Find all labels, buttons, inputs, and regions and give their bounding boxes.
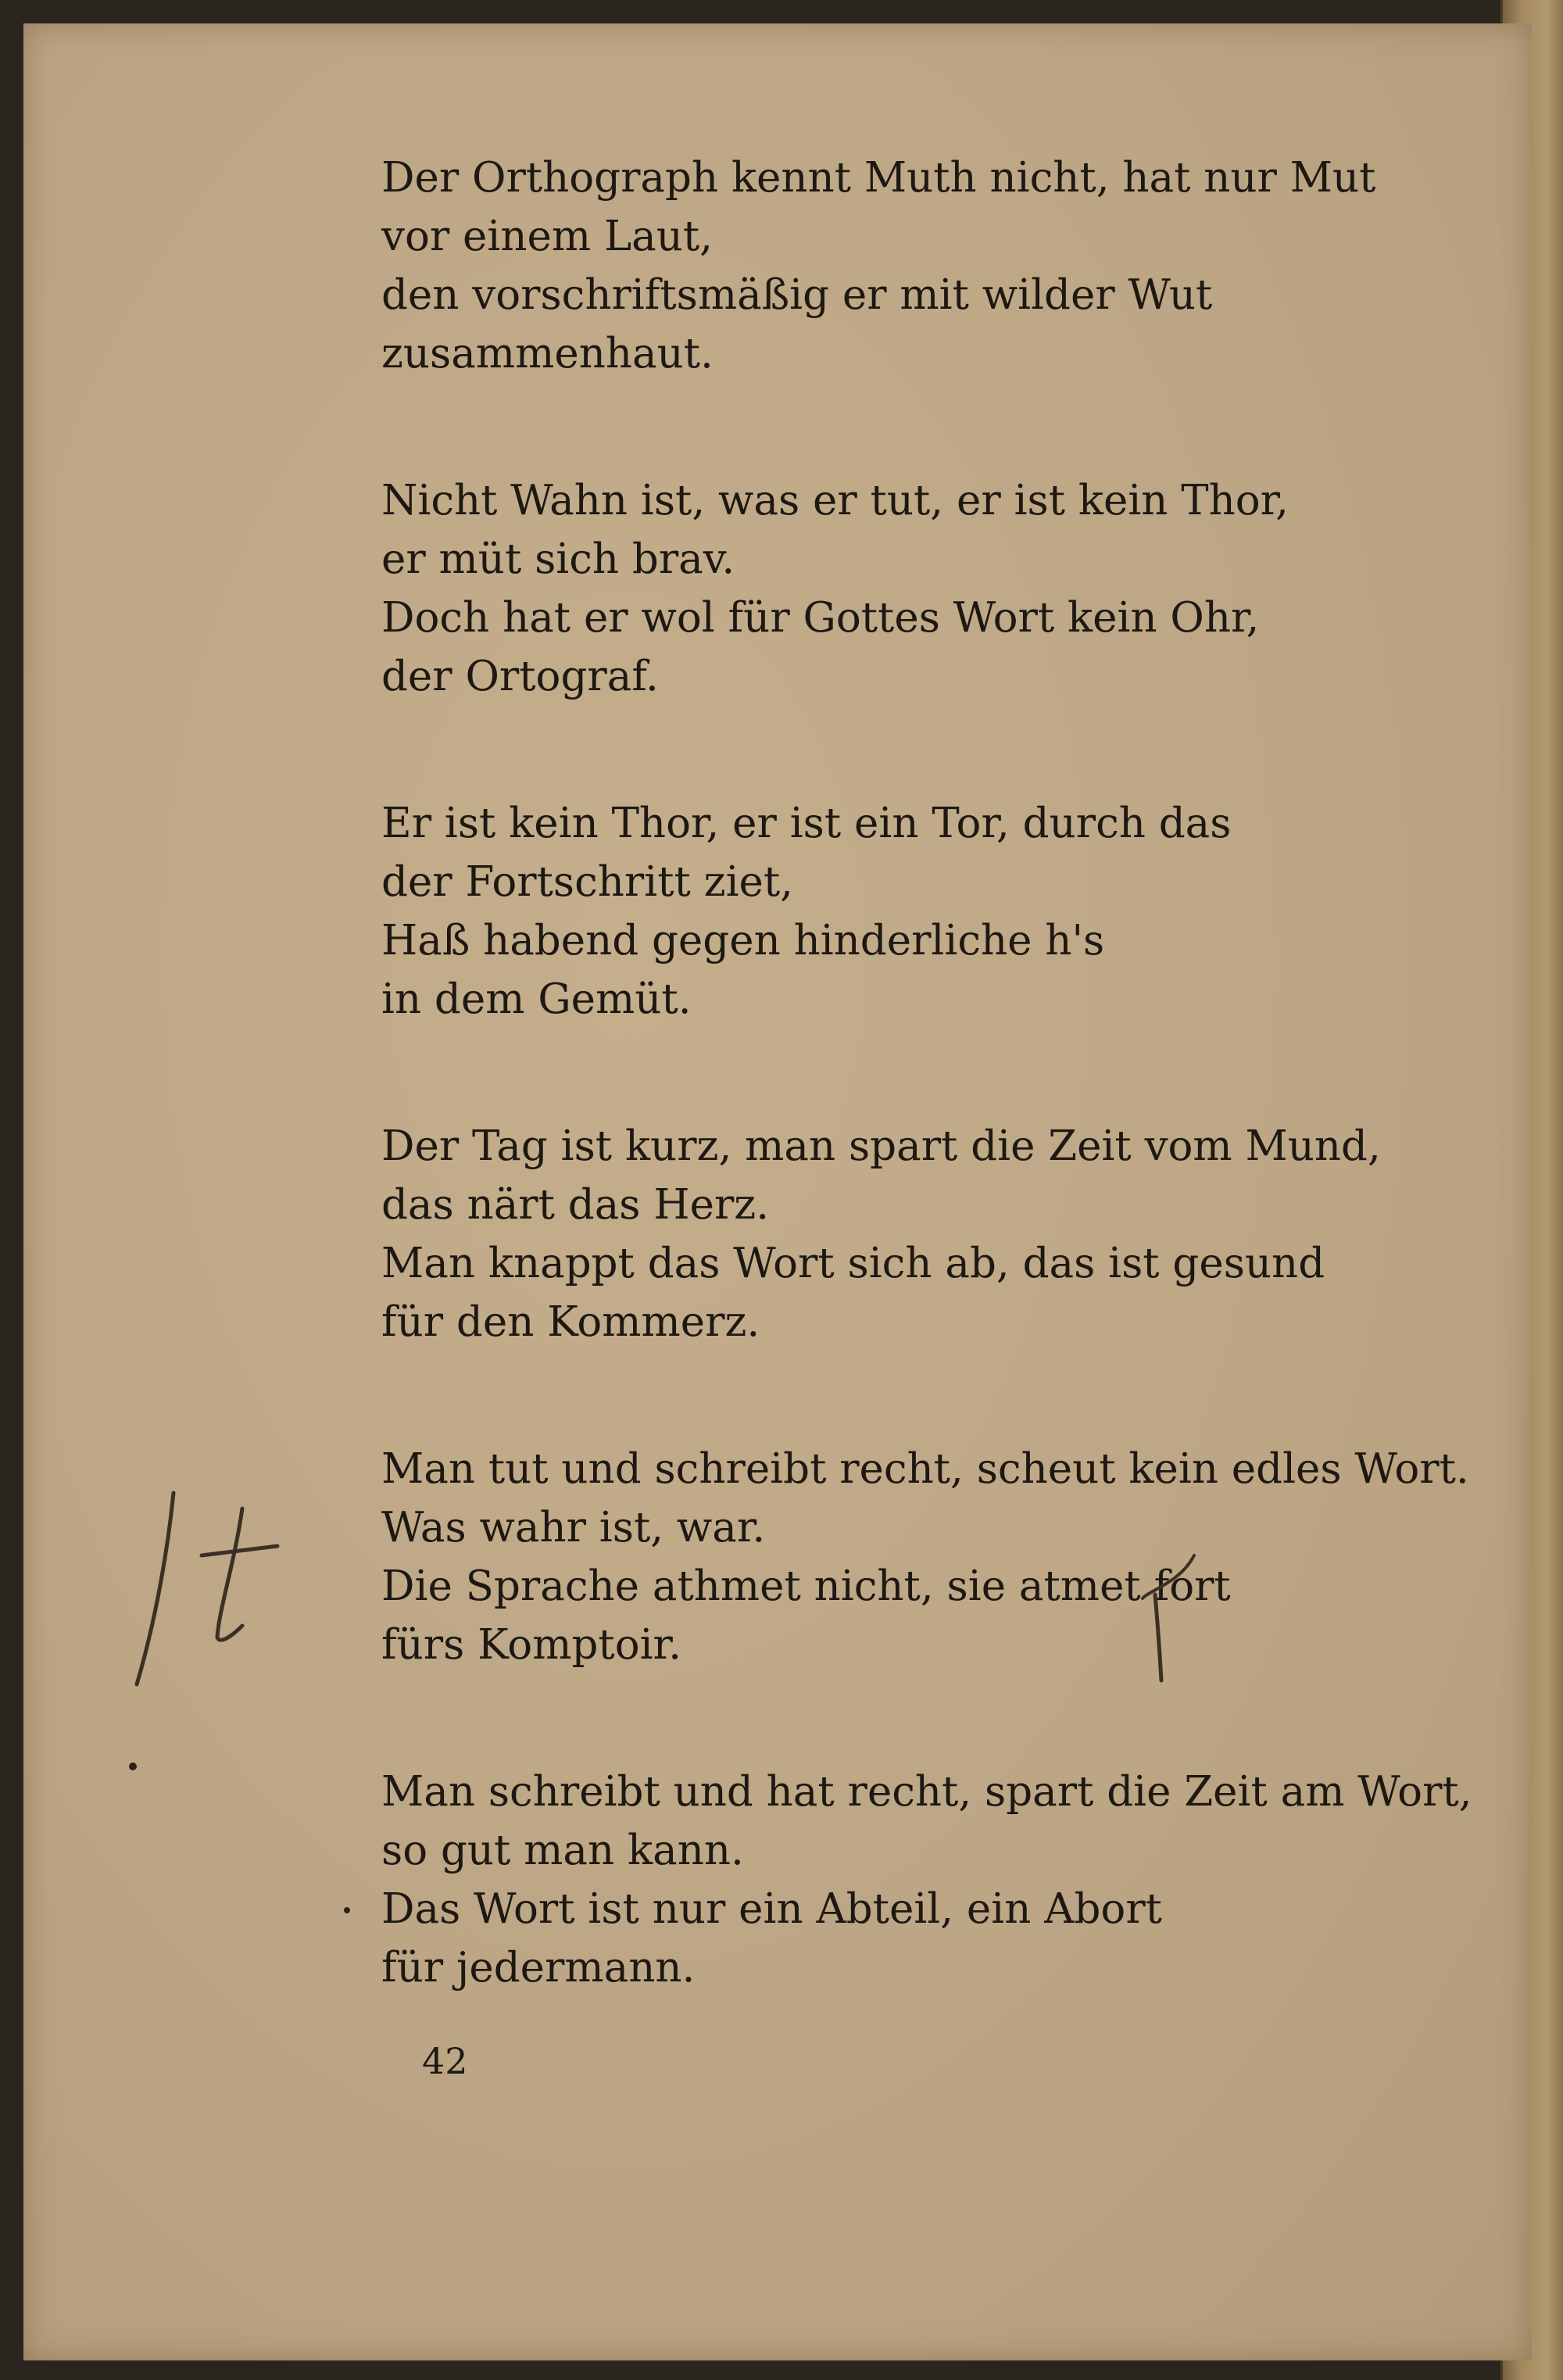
poem-line: den vorschriftsmäßig er mit wilder Wut [381, 271, 1213, 319]
ink-speck [344, 1907, 350, 1913]
poem-line: Der Tag ist kurz, man spart die Zeit vom Mund, [381, 1122, 1381, 1170]
poem-line: Man tut und schreibt recht, scheut kein edles Wort. [381, 1445, 1469, 1493]
poem-line: der Ortograf. [381, 653, 659, 700]
poem-line: er müt sich brav. [381, 535, 735, 583]
stanza-5 [381, 1440, 1475, 1674]
ink-speck [129, 1763, 137, 1770]
poem-line: für den Kommerz. [381, 1298, 760, 1346]
stanza-4 [381, 1117, 1475, 1351]
poem-line: Man schreibt und hat recht, spart die Zeit am Wort, [381, 1768, 1472, 1816]
poem-text [381, 149, 1475, 2085]
handwritten-margin-note [125, 1477, 289, 1696]
stanza-1 [381, 149, 1475, 383]
poem-line: das närt das Herz. [381, 1181, 770, 1229]
poem-line: Doch hat er wol für Gottes Wort kein Ohr, [381, 594, 1260, 642]
poem-line: zusammenhaut. [381, 330, 714, 378]
stanza-3 [381, 794, 1475, 1029]
poem-line: Haß habend gegen hinderliche h's [381, 917, 1105, 965]
poem-line: der Fortschritt ziet, [381, 858, 794, 906]
poem-line: Nicht Wahn ist, was er tut, er ist kein Thor, [381, 477, 1289, 524]
poem-line: in dem Gemüt. [381, 975, 692, 1023]
poem-line: Was wahr ist, war. [381, 1504, 766, 1551]
poem-line: Die Sprache athmet nicht, sie atmet fort [381, 1562, 1231, 1610]
poem-line: für jedermann. [381, 1944, 696, 1992]
poem-line: vor einem Laut, [381, 213, 714, 260]
stanza-2 [381, 471, 1475, 706]
handwritten-correction-stroke [1125, 1551, 1219, 1684]
poem-line: Das Wort ist nur ein Abteil, ein Abort [381, 1885, 1162, 1933]
poem-line: Man knappt das Wort sich ab, das ist gesund [381, 1240, 1325, 1287]
poem-line: so gut man kann. [381, 1827, 744, 1874]
poem-line: Er ist kein Thor, er ist ein Tor, durch das [381, 800, 1232, 847]
page-number: 42 [422, 2040, 468, 2082]
poem-line: Der Orthograph kennt Muth nicht, hat nur Mut [381, 154, 1376, 202]
poem-line: fürs Komptoir. [381, 1621, 681, 1669]
stanza-6 [381, 1763, 1475, 1997]
